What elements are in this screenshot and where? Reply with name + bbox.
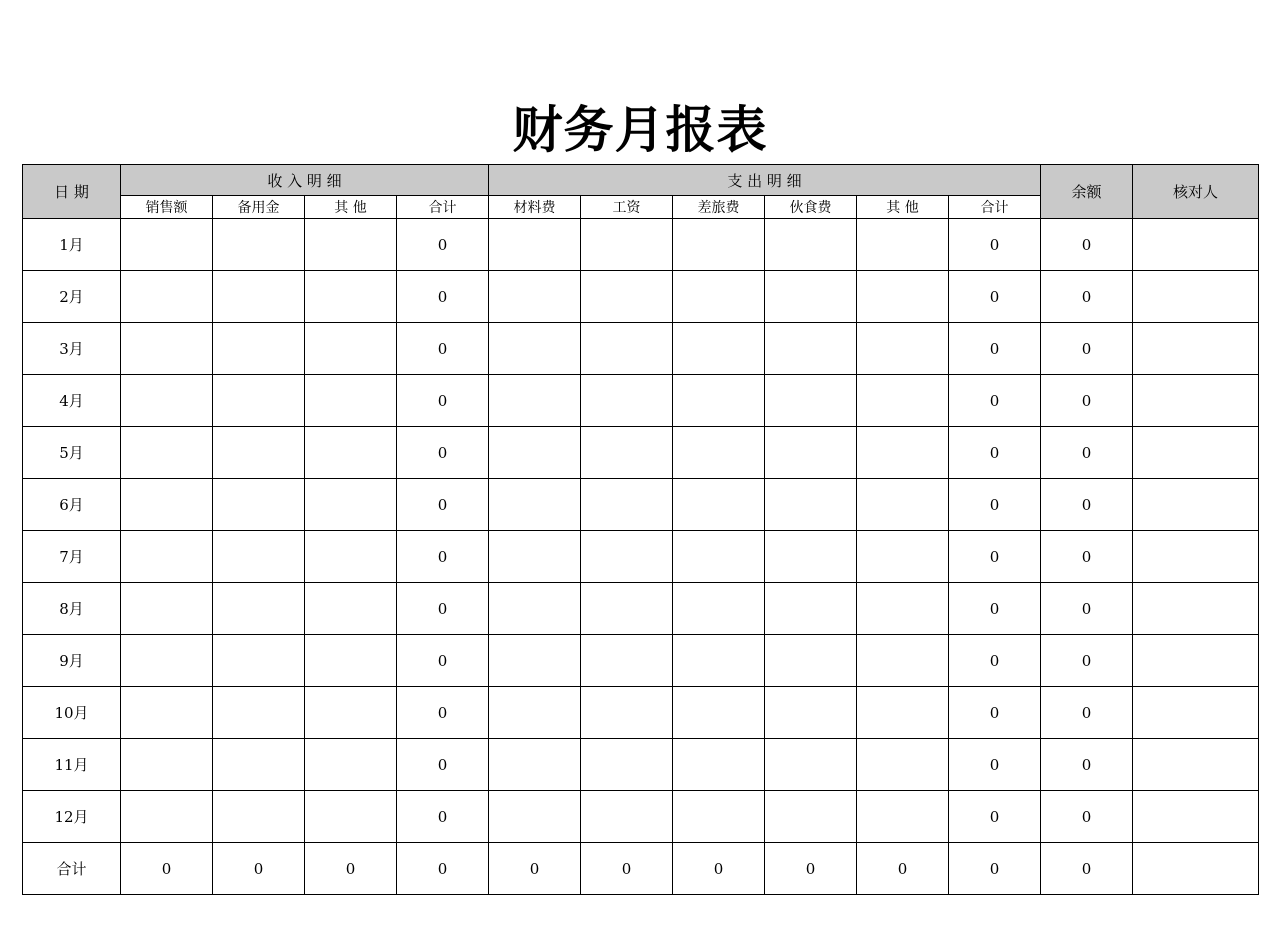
cell-expense-total: 0 <box>949 479 1041 531</box>
cell-expense-other[interactable] <box>857 583 949 635</box>
cell-expense-meals[interactable] <box>765 583 857 635</box>
total-expense-material: 0 <box>489 843 581 895</box>
cell-income-sales[interactable] <box>121 531 213 583</box>
cell-income-reserve[interactable] <box>213 531 305 583</box>
cell-income-other[interactable] <box>305 427 397 479</box>
cell-income-total: 0 <box>397 687 489 739</box>
cell-expense-material[interactable] <box>489 375 581 427</box>
row-date-label: 2月 <box>23 271 121 323</box>
header-checker: 核对人 <box>1133 165 1259 219</box>
cell-expense-travel[interactable] <box>673 583 765 635</box>
cell-expense-meals[interactable] <box>765 687 857 739</box>
cell-checker[interactable] <box>1133 271 1259 323</box>
cell-income-other[interactable] <box>305 583 397 635</box>
cell-expense-material[interactable] <box>489 739 581 791</box>
cell-income-reserve[interactable] <box>213 427 305 479</box>
cell-balance: 0 <box>1041 427 1133 479</box>
cell-income-total: 0 <box>397 791 489 843</box>
cell-income-total: 0 <box>397 427 489 479</box>
cell-balance: 0 <box>1041 635 1133 687</box>
header-expense-meals: 伙食费 <box>765 196 857 219</box>
cell-income-reserve[interactable] <box>213 583 305 635</box>
cell-income-reserve[interactable] <box>213 739 305 791</box>
cell-income-reserve[interactable] <box>213 479 305 531</box>
cell-balance: 0 <box>1041 739 1133 791</box>
cell-expense-material[interactable] <box>489 323 581 375</box>
cell-expense-salary[interactable] <box>581 427 673 479</box>
cell-checker[interactable] <box>1133 635 1259 687</box>
cell-income-sales[interactable] <box>121 479 213 531</box>
cell-checker[interactable] <box>1133 219 1259 271</box>
cell-balance: 0 <box>1041 791 1133 843</box>
cell-expense-material[interactable] <box>489 635 581 687</box>
cell-expense-salary[interactable] <box>581 739 673 791</box>
cell-balance: 0 <box>1041 375 1133 427</box>
finance-report-table <box>22 164 1259 895</box>
table-row <box>23 323 1259 375</box>
cell-expense-travel[interactable] <box>673 687 765 739</box>
cell-expense-salary[interactable] <box>581 791 673 843</box>
cell-income-other[interactable] <box>305 687 397 739</box>
cell-income-sales[interactable] <box>121 219 213 271</box>
cell-expense-travel[interactable] <box>673 739 765 791</box>
cell-expense-meals[interactable] <box>765 219 857 271</box>
row-date-label: 5月 <box>23 427 121 479</box>
cell-income-reserve[interactable] <box>213 375 305 427</box>
cell-income-total: 0 <box>397 479 489 531</box>
cell-balance: 0 <box>1041 687 1133 739</box>
cell-expense-salary[interactable] <box>581 219 673 271</box>
cell-expense-travel[interactable] <box>673 635 765 687</box>
cell-income-other[interactable] <box>305 271 397 323</box>
cell-expense-salary[interactable] <box>581 323 673 375</box>
total-expense-other: 0 <box>857 843 949 895</box>
cell-expense-travel[interactable] <box>673 427 765 479</box>
cell-expense-salary[interactable] <box>581 687 673 739</box>
row-date-label: 12月 <box>23 791 121 843</box>
cell-expense-other[interactable] <box>857 687 949 739</box>
cell-expense-travel[interactable] <box>673 271 765 323</box>
cell-income-total: 0 <box>397 323 489 375</box>
cell-expense-total: 0 <box>949 323 1041 375</box>
cell-expense-other[interactable] <box>857 219 949 271</box>
header-expense-total: 合计 <box>949 196 1041 219</box>
cell-expense-total: 0 <box>949 427 1041 479</box>
row-date-label: 10月 <box>23 687 121 739</box>
table-row <box>23 583 1259 635</box>
cell-expense-other[interactable] <box>857 271 949 323</box>
table-row <box>23 375 1259 427</box>
cell-income-sales[interactable] <box>121 271 213 323</box>
header-expense-material: 材料费 <box>489 196 581 219</box>
row-date-label: 8月 <box>23 583 121 635</box>
cell-income-total: 0 <box>397 583 489 635</box>
cell-expense-meals[interactable] <box>765 271 857 323</box>
cell-income-reserve[interactable] <box>213 687 305 739</box>
cell-income-total: 0 <box>397 531 489 583</box>
header-expense-travel: 差旅费 <box>673 196 765 219</box>
cell-expense-travel[interactable] <box>673 479 765 531</box>
cell-expense-total: 0 <box>949 271 1041 323</box>
header-expense-other: 其 他 <box>857 196 949 219</box>
cell-income-other[interactable] <box>305 323 397 375</box>
row-date-label: 1月 <box>23 219 121 271</box>
table-row <box>23 739 1259 791</box>
cell-income-sales[interactable] <box>121 791 213 843</box>
cell-income-sales[interactable] <box>121 427 213 479</box>
cell-expense-meals[interactable] <box>765 427 857 479</box>
cell-expense-meals[interactable] <box>765 531 857 583</box>
cell-expense-material[interactable] <box>489 583 581 635</box>
total-balance: 0 <box>1041 843 1133 895</box>
cell-expense-total: 0 <box>949 583 1041 635</box>
cell-expense-material[interactable] <box>489 427 581 479</box>
report-title: 财务月报表 <box>512 101 768 159</box>
cell-expense-other[interactable] <box>857 375 949 427</box>
total-income-sales: 0 <box>121 843 213 895</box>
cell-income-sales[interactable] <box>121 323 213 375</box>
cell-expense-meals[interactable] <box>765 791 857 843</box>
cell-expense-meals[interactable] <box>765 635 857 687</box>
table-total-row <box>23 843 1259 895</box>
header-income-total: 合计 <box>397 196 489 219</box>
total-checker[interactable] <box>1133 843 1259 895</box>
cell-income-total: 0 <box>397 635 489 687</box>
cell-checker[interactable] <box>1133 791 1259 843</box>
cell-checker[interactable] <box>1133 687 1259 739</box>
header-income-other: 其 他 <box>305 196 397 219</box>
cell-income-reserve[interactable] <box>213 791 305 843</box>
table-row <box>23 271 1259 323</box>
cell-income-other[interactable] <box>305 635 397 687</box>
cell-expense-total: 0 <box>949 791 1041 843</box>
cell-income-sales[interactable] <box>121 583 213 635</box>
row-date-label: 7月 <box>23 531 121 583</box>
cell-expense-other[interactable] <box>857 791 949 843</box>
row-date-label: 11月 <box>23 739 121 791</box>
cell-expense-other[interactable] <box>857 323 949 375</box>
cell-balance: 0 <box>1041 479 1133 531</box>
cell-expense-total: 0 <box>949 219 1041 271</box>
cell-income-sales[interactable] <box>121 635 213 687</box>
header-balance: 余额 <box>1041 165 1133 219</box>
cell-expense-other[interactable] <box>857 531 949 583</box>
header-expense-salary: 工资 <box>581 196 673 219</box>
total-expense-meals: 0 <box>765 843 857 895</box>
cell-income-other[interactable] <box>305 791 397 843</box>
cell-income-reserve[interactable] <box>213 323 305 375</box>
total-expense-salary: 0 <box>581 843 673 895</box>
cell-expense-travel[interactable] <box>673 219 765 271</box>
cell-expense-material[interactable] <box>489 219 581 271</box>
total-income-other: 0 <box>305 843 397 895</box>
cell-expense-salary[interactable] <box>581 635 673 687</box>
cell-expense-material[interactable] <box>489 271 581 323</box>
table-row <box>23 635 1259 687</box>
table-row <box>23 791 1259 843</box>
cell-income-sales[interactable] <box>121 687 213 739</box>
cell-expense-material[interactable] <box>489 687 581 739</box>
cell-expense-travel[interactable] <box>673 323 765 375</box>
header-income-sales: 销售额 <box>121 196 213 219</box>
table-row <box>23 687 1259 739</box>
cell-income-reserve[interactable] <box>213 271 305 323</box>
cell-expense-other[interactable] <box>857 739 949 791</box>
cell-income-reserve[interactable] <box>213 219 305 271</box>
cell-checker[interactable] <box>1133 583 1259 635</box>
total-income-total: 0 <box>397 843 489 895</box>
cell-expense-other[interactable] <box>857 427 949 479</box>
cell-checker[interactable] <box>1133 531 1259 583</box>
header-row-group <box>23 165 1259 196</box>
cell-expense-meals[interactable] <box>765 739 857 791</box>
table-row <box>23 531 1259 583</box>
cell-checker[interactable] <box>1133 427 1259 479</box>
cell-balance: 0 <box>1041 219 1133 271</box>
cell-income-sales[interactable] <box>121 375 213 427</box>
cell-expense-total: 0 <box>949 635 1041 687</box>
cell-expense-meals[interactable] <box>765 375 857 427</box>
cell-income-sales[interactable] <box>121 739 213 791</box>
cell-income-other[interactable] <box>305 531 397 583</box>
cell-balance: 0 <box>1041 583 1133 635</box>
cell-expense-meals[interactable] <box>765 323 857 375</box>
cell-expense-salary[interactable] <box>581 479 673 531</box>
cell-expense-other[interactable] <box>857 479 949 531</box>
cell-expense-meals[interactable] <box>765 479 857 531</box>
cell-income-reserve[interactable] <box>213 635 305 687</box>
table-row <box>23 479 1259 531</box>
cell-income-total: 0 <box>397 219 489 271</box>
cell-checker[interactable] <box>1133 375 1259 427</box>
row-date-label: 6月 <box>23 479 121 531</box>
total-expense-travel: 0 <box>673 843 765 895</box>
cell-expense-material[interactable] <box>489 791 581 843</box>
cell-income-other[interactable] <box>305 479 397 531</box>
total-income-reserve: 0 <box>213 843 305 895</box>
cell-expense-salary[interactable] <box>581 583 673 635</box>
cell-expense-material[interactable] <box>489 479 581 531</box>
header-income-group: 收 入 明 细 <box>121 165 489 196</box>
cell-expense-total: 0 <box>949 739 1041 791</box>
cell-expense-travel[interactable] <box>673 791 765 843</box>
cell-checker[interactable] <box>1133 323 1259 375</box>
header-date: 日 期 <box>23 165 121 219</box>
total-row-label: 合计 <box>23 843 121 895</box>
header-income-reserve: 备用金 <box>213 196 305 219</box>
cell-expense-material[interactable] <box>489 531 581 583</box>
cell-income-total: 0 <box>397 375 489 427</box>
total-expense-total: 0 <box>949 843 1041 895</box>
cell-income-total: 0 <box>397 739 489 791</box>
row-date-label: 9月 <box>23 635 121 687</box>
cell-income-total: 0 <box>397 271 489 323</box>
cell-balance: 0 <box>1041 323 1133 375</box>
cell-expense-travel[interactable] <box>673 375 765 427</box>
row-date-label: 3月 <box>23 323 121 375</box>
cell-checker[interactable] <box>1133 479 1259 531</box>
cell-balance: 0 <box>1041 531 1133 583</box>
cell-checker[interactable] <box>1133 739 1259 791</box>
row-date-label: 4月 <box>23 375 121 427</box>
cell-expense-total: 0 <box>949 687 1041 739</box>
cell-income-other[interactable] <box>305 739 397 791</box>
cell-income-other[interactable] <box>305 375 397 427</box>
cell-balance: 0 <box>1041 271 1133 323</box>
cell-expense-total: 0 <box>949 375 1041 427</box>
cell-expense-travel[interactable] <box>673 531 765 583</box>
header-expense-group: 支 出 明 细 <box>489 165 1041 196</box>
table-row <box>23 427 1259 479</box>
cell-expense-salary[interactable] <box>581 271 673 323</box>
cell-expense-salary[interactable] <box>581 375 673 427</box>
cell-expense-other[interactable] <box>857 635 949 687</box>
table-row <box>23 219 1259 271</box>
cell-expense-total: 0 <box>949 531 1041 583</box>
cell-income-other[interactable] <box>305 219 397 271</box>
cell-expense-salary[interactable] <box>581 531 673 583</box>
